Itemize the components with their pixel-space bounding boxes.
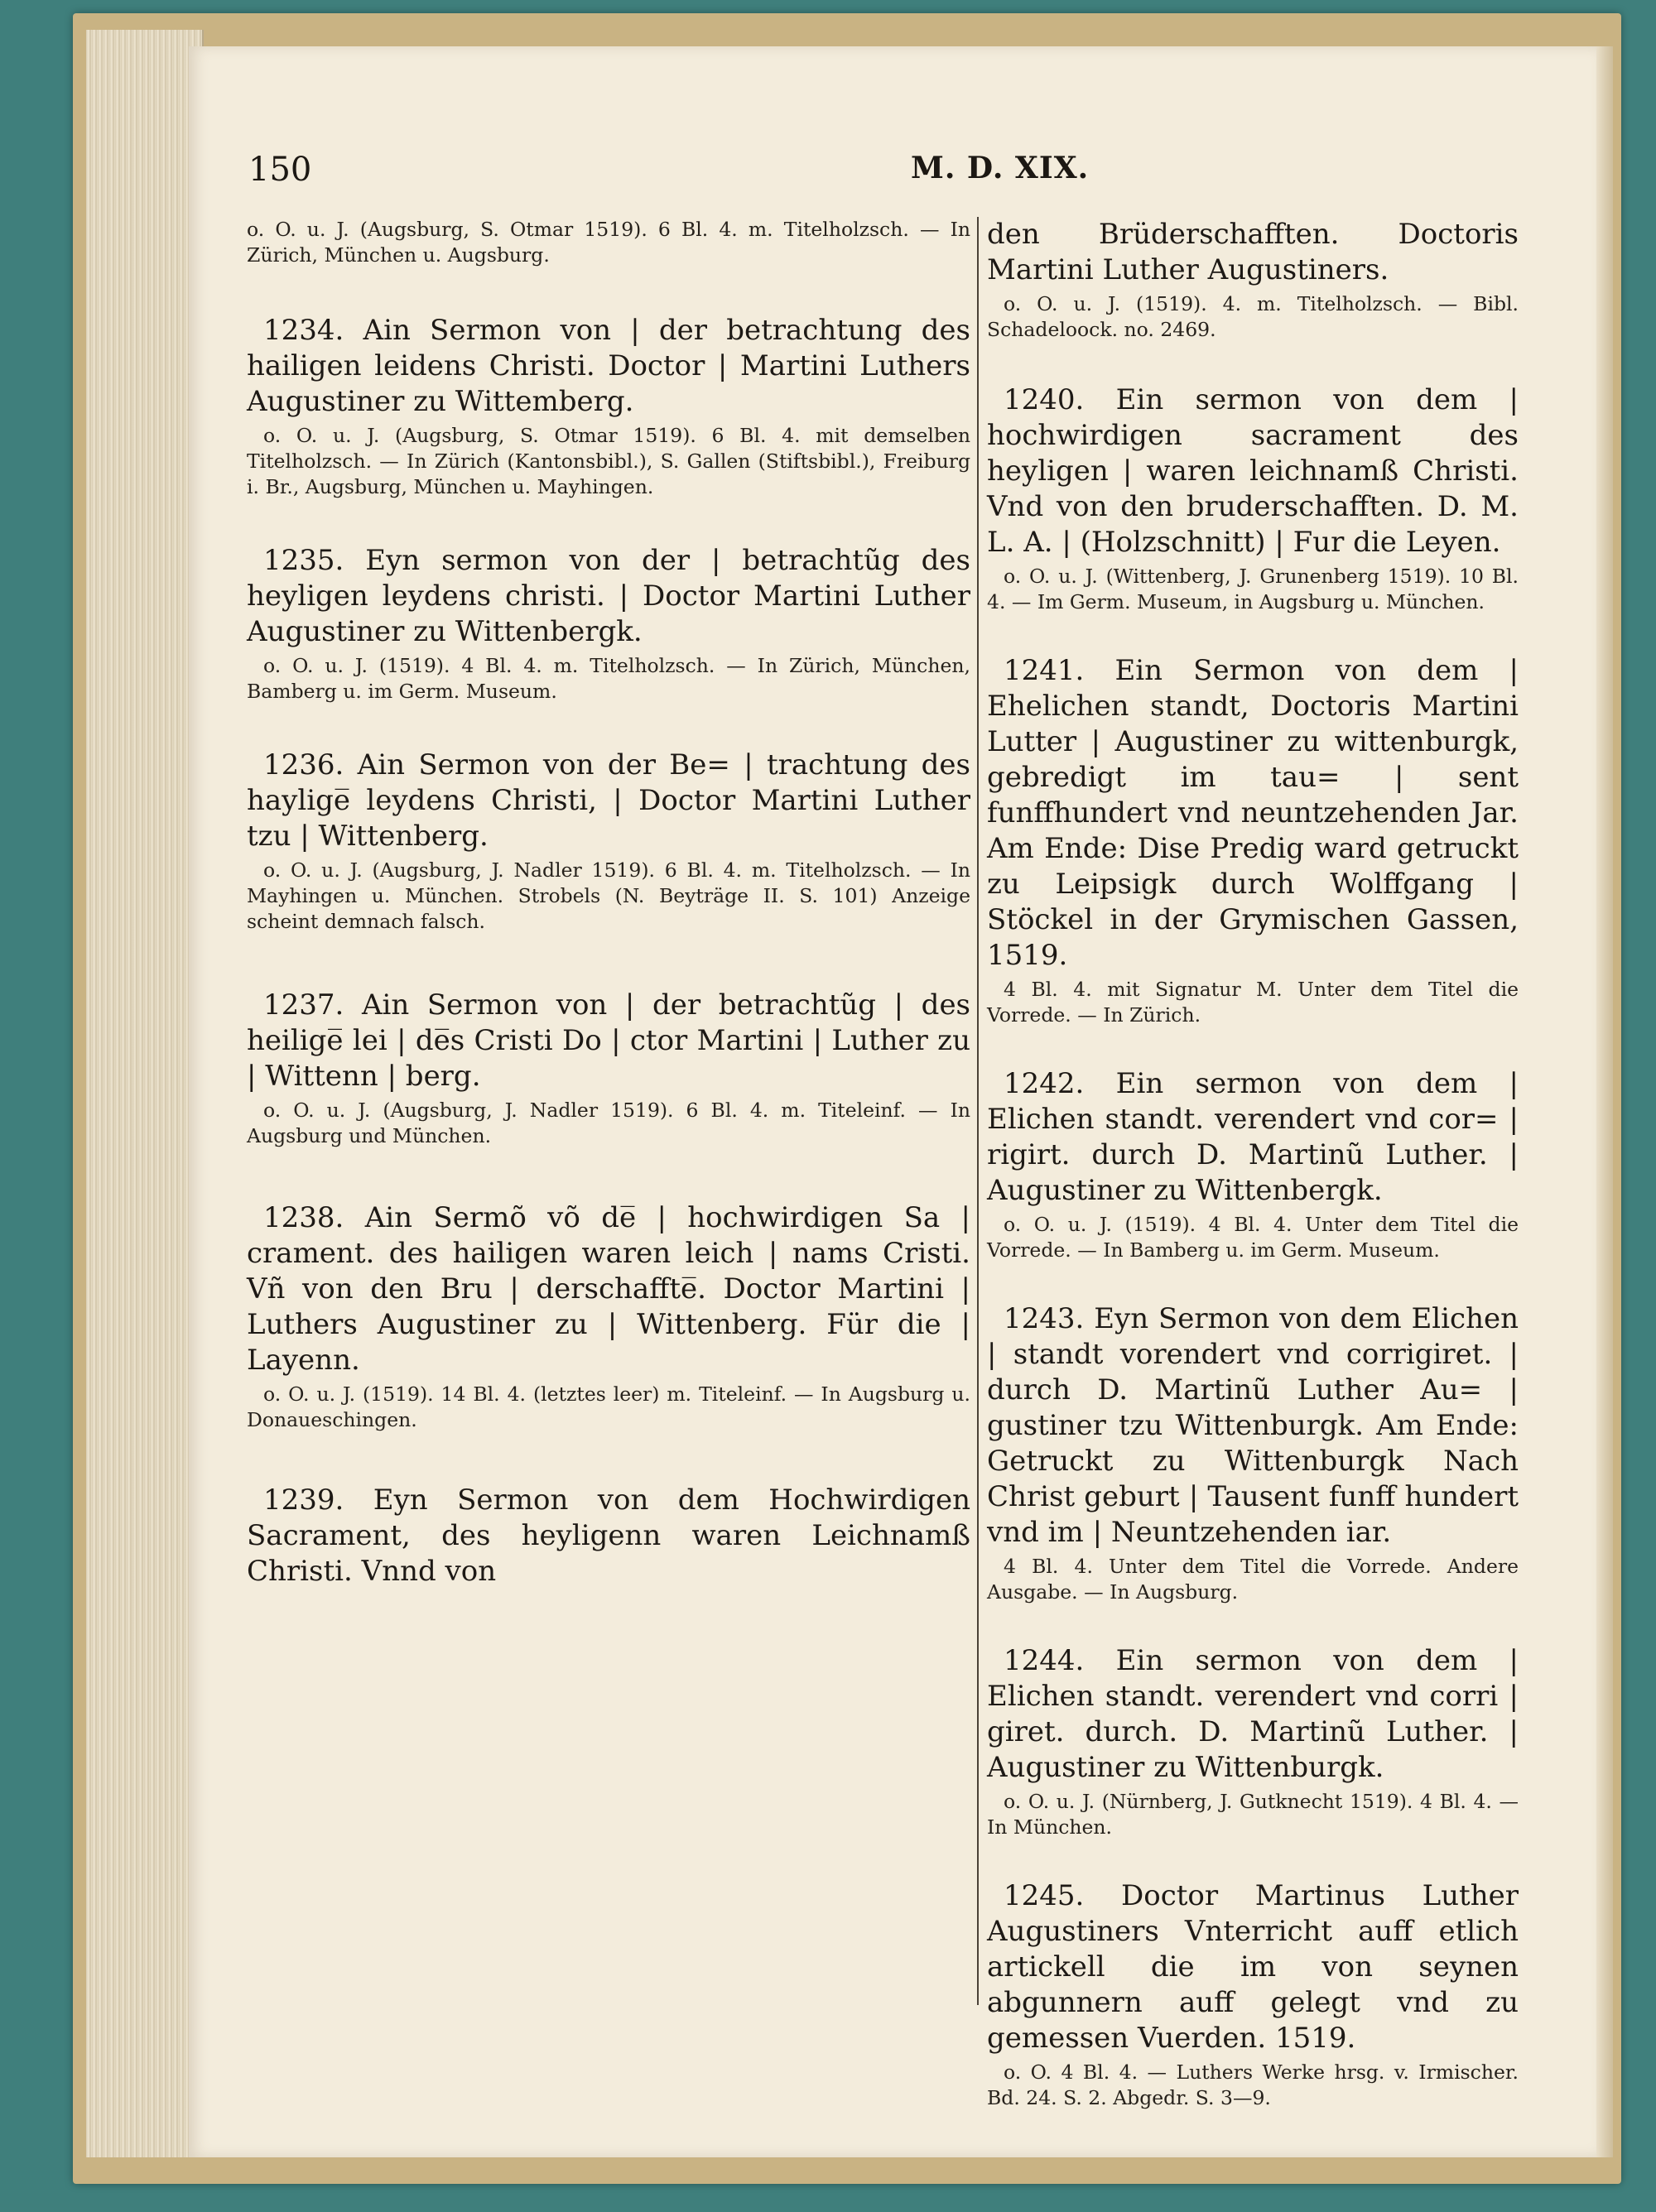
entry-title [247,1200,970,1378]
entry-title [247,313,970,420]
entry-number: 1244. [1004,1644,1085,1677]
entry-title [247,988,970,1094]
entry-title-text: Doctor Martinus Luther Augustiners Vnterricht auff etlich artickell die im von seynen abgunnern auff gelegt vnd zu gemessen Vuerden. 1519. [987,1879,1519,2055]
running-title: M. D. XIX. [911,151,1090,185]
entry-note: 4 Bl. 4. Unter dem Titel die Vorrede. Andere Ausgabe. — In Augsburg. [987,1555,1519,1604]
entry-title [987,653,1519,974]
entry-title-text: Ain Sermon von | der betrachtung des hailigen leidens Christi. Doctor | Martini Luthers Augustiner zu Wittemberg. [247,314,970,418]
entry-title [987,1643,1519,1786]
entry-title-text: Ein sermon von dem | Elichen standt. verendert vnd corri | giret. durch. D. Martinũ Luther. | Augustiner zu Wittenburgk. [987,1644,1519,1784]
page-number: 150 [248,151,312,189]
entry-title-text: Ain Sermon von der Be= | trachtung des haylige̅ leydens Christi, | Doctor Martini Luther tzu | Wittenberg. [247,748,970,853]
entry-number: 1238. [263,1201,344,1234]
entry-1234 [247,313,970,500]
entry-note: o. O. 4 Bl. 4. — Luthers Werke hrsg. v. Irmischer. Bd. 24. S. 2. Abgedr. S. 3—9. [987,2061,1519,2109]
entry-title [987,1878,1519,2056]
entry-1239 [247,1483,970,1589]
entry-1238 [247,1200,970,1433]
entry-title-text: Eyn Sermon von dem Hochwirdigen Sacrament, des heyligenn waren Leichnamß Christi. Vnnd von [247,1483,971,1588]
entry-title [987,382,1519,560]
entry-title-text: Ein sermon von dem | Elichen standt. verendert vnd cor= | rigirt. durch D. Martinũ Luther. | Augustiner zu Wittenbergk. [987,1067,1519,1207]
entry-1243 [987,1301,1519,1605]
entry-note: o. O. u. J. (Nürnberg, J. Gutknecht 1519). 4 Bl. 4. — In München. [987,1790,1519,1839]
entry-title [247,543,970,650]
entry-note: o. O. u. J. (Augsburg, S. Otmar 1519). 6 Bl. 4. mit demselben Titelholzsch. — In Zürich (Kantonsbibl.), S. Gallen (Stiftsbibl.), Freiburg i. Br., Augsburg, München u. Mayhingen. [247,424,970,498]
entry-1245 [987,1878,1519,2111]
entry-note: o. O. u. J. (Wittenberg, J. Grunenberg 1519). 10 Bl. 4. — Im Germ. Museum, in Augsburg u. München. [987,565,1519,613]
left-top-fragment: o. O. u. J. (Augsburg, S. Otmar 1519). 6 Bl. 4. m. Titelholzsch. — In Zürich, München u. Augsburg. [247,218,970,267]
entry-number: 1234. [263,314,344,347]
left-column [247,217,970,1589]
entry-number: 1237. [263,988,344,1022]
entry-1235 [247,543,970,704]
entry-title [247,1483,970,1589]
entry-note: o. O. u. J. (Augsburg, J. Nadler 1519). 6 Bl. 4. m. Titeleinf. — In Augsburg und München. [247,1099,970,1147]
entry-note: 4 Bl. 4. mit Signatur M. Unter dem Titel die Vorrede. — In Zürich. [987,978,1519,1027]
entry-note: o. O. u. J. (Augsburg, J. Nadler 1519). 6 Bl. 4. m. Titelholzsch. — In Mayhingen u. München. Strobels (N. Beyträge II. S. 101) Anzeige scheint demnach falsch. [247,858,970,933]
entry-number: 1242. [1004,1067,1085,1100]
entry-1237 [247,988,970,1149]
entry-1236 [247,748,970,935]
entry-title-text: Eyn Sermon von dem Elichen | standt vorendert vnd corrigiret. | durch D. Martinũ Luther Au= | gustiner tzu Wittenburgk. Am Ende: Getruckt zu Wittenburgk Nach Christ geburt | Tausent funff hundert vnd im | Neuntzehenden iar. [987,1302,1519,1549]
entry-1242 [987,1066,1519,1263]
entry-number: 1245. [1004,1879,1085,1912]
entry-number: 1243. [1004,1302,1085,1335]
page-edges [86,30,204,2157]
entry-title [987,1066,1519,1209]
entry-title-text: Ein sermon von dem | hochwirdigen sacrament des heyligen | waren leichnamß Christi. Vnd von den bruderschafften. D. M. L. A. | (Holzschnitt) | Fur die Leyen. [987,383,1519,559]
right-top-fragment: den Brüderschafften. Doctoris Martini Luther Augustiners. [987,218,1519,286]
entry-number: 1240. [1004,383,1085,416]
entry-number: 1236. [263,748,344,781]
entry-title [987,1301,1519,1551]
entry-1241 [987,653,1519,1028]
entry-number: 1239. [263,1483,344,1517]
entry-number: 1235. [263,544,344,577]
right-column [987,217,1519,2111]
entry-1244 [987,1643,1519,1840]
right-top-fragment-note: o. O. u. J. (1519). 4. m. Titelholzsch. — Bibl. Schadeloock. no. 2469. [987,292,1519,341]
entry-note: o. O. u. J. (1519). 4 Bl. 4. m. Titelholzsch. — In Zürich, München, Bamberg u. im Germ. Museum. [247,654,970,703]
column-divider [977,217,979,2005]
entry-1240 [987,382,1519,615]
entry-title-text: Eyn sermon von der | betrachtũg des heyligen leydens christi. | Doctor Martini Luther Augustiner zu Wittenbergk. [247,544,970,648]
page-gutter-edge [1596,46,1613,2157]
entry-title-text: Ein Sermon von dem | Ehelichen standt, Doctoris Martini Lutter | Augustiner zu wittenburgk, gebredigt im tau= | sent funffhundert vnd neuntzehenden Jar. Am Ende: Dise Predig ward getruckt zu Leipsigk durch Wolffgang | Stöckel in der Grymischen Gassen, 1519. [987,654,1519,972]
entry-note: o. O. u. J. (1519). 4 Bl. 4. Unter dem Titel die Vorrede. — In Bamberg u. im Germ. Museum. [987,1213,1519,1262]
entry-title [247,748,970,854]
entry-title-text: Ain Sermon von | der betrachtũg | des heilige̅ lei | de̅s Cristi Do | ctor Martini | Luther zu | Wittenn | berg. [247,988,971,1093]
entry-note: o. O. u. J. (1519). 14 Bl. 4. (letztes leer) m. Titeleinf. — In Augsburg u. Donaueschingen. [247,1382,970,1431]
entry-title-text: Ain Sermõ võ de̅ | hochwirdigen Sa | crament. des hailigen waren leich | nams Cristi. Vñ von den Bru | derschaffte̅. Doctor Martini | Luthers Augustiner zu | Wittenberg. Für die | Layenn. [247,1201,970,1377]
entry-number: 1241. [1004,654,1085,687]
